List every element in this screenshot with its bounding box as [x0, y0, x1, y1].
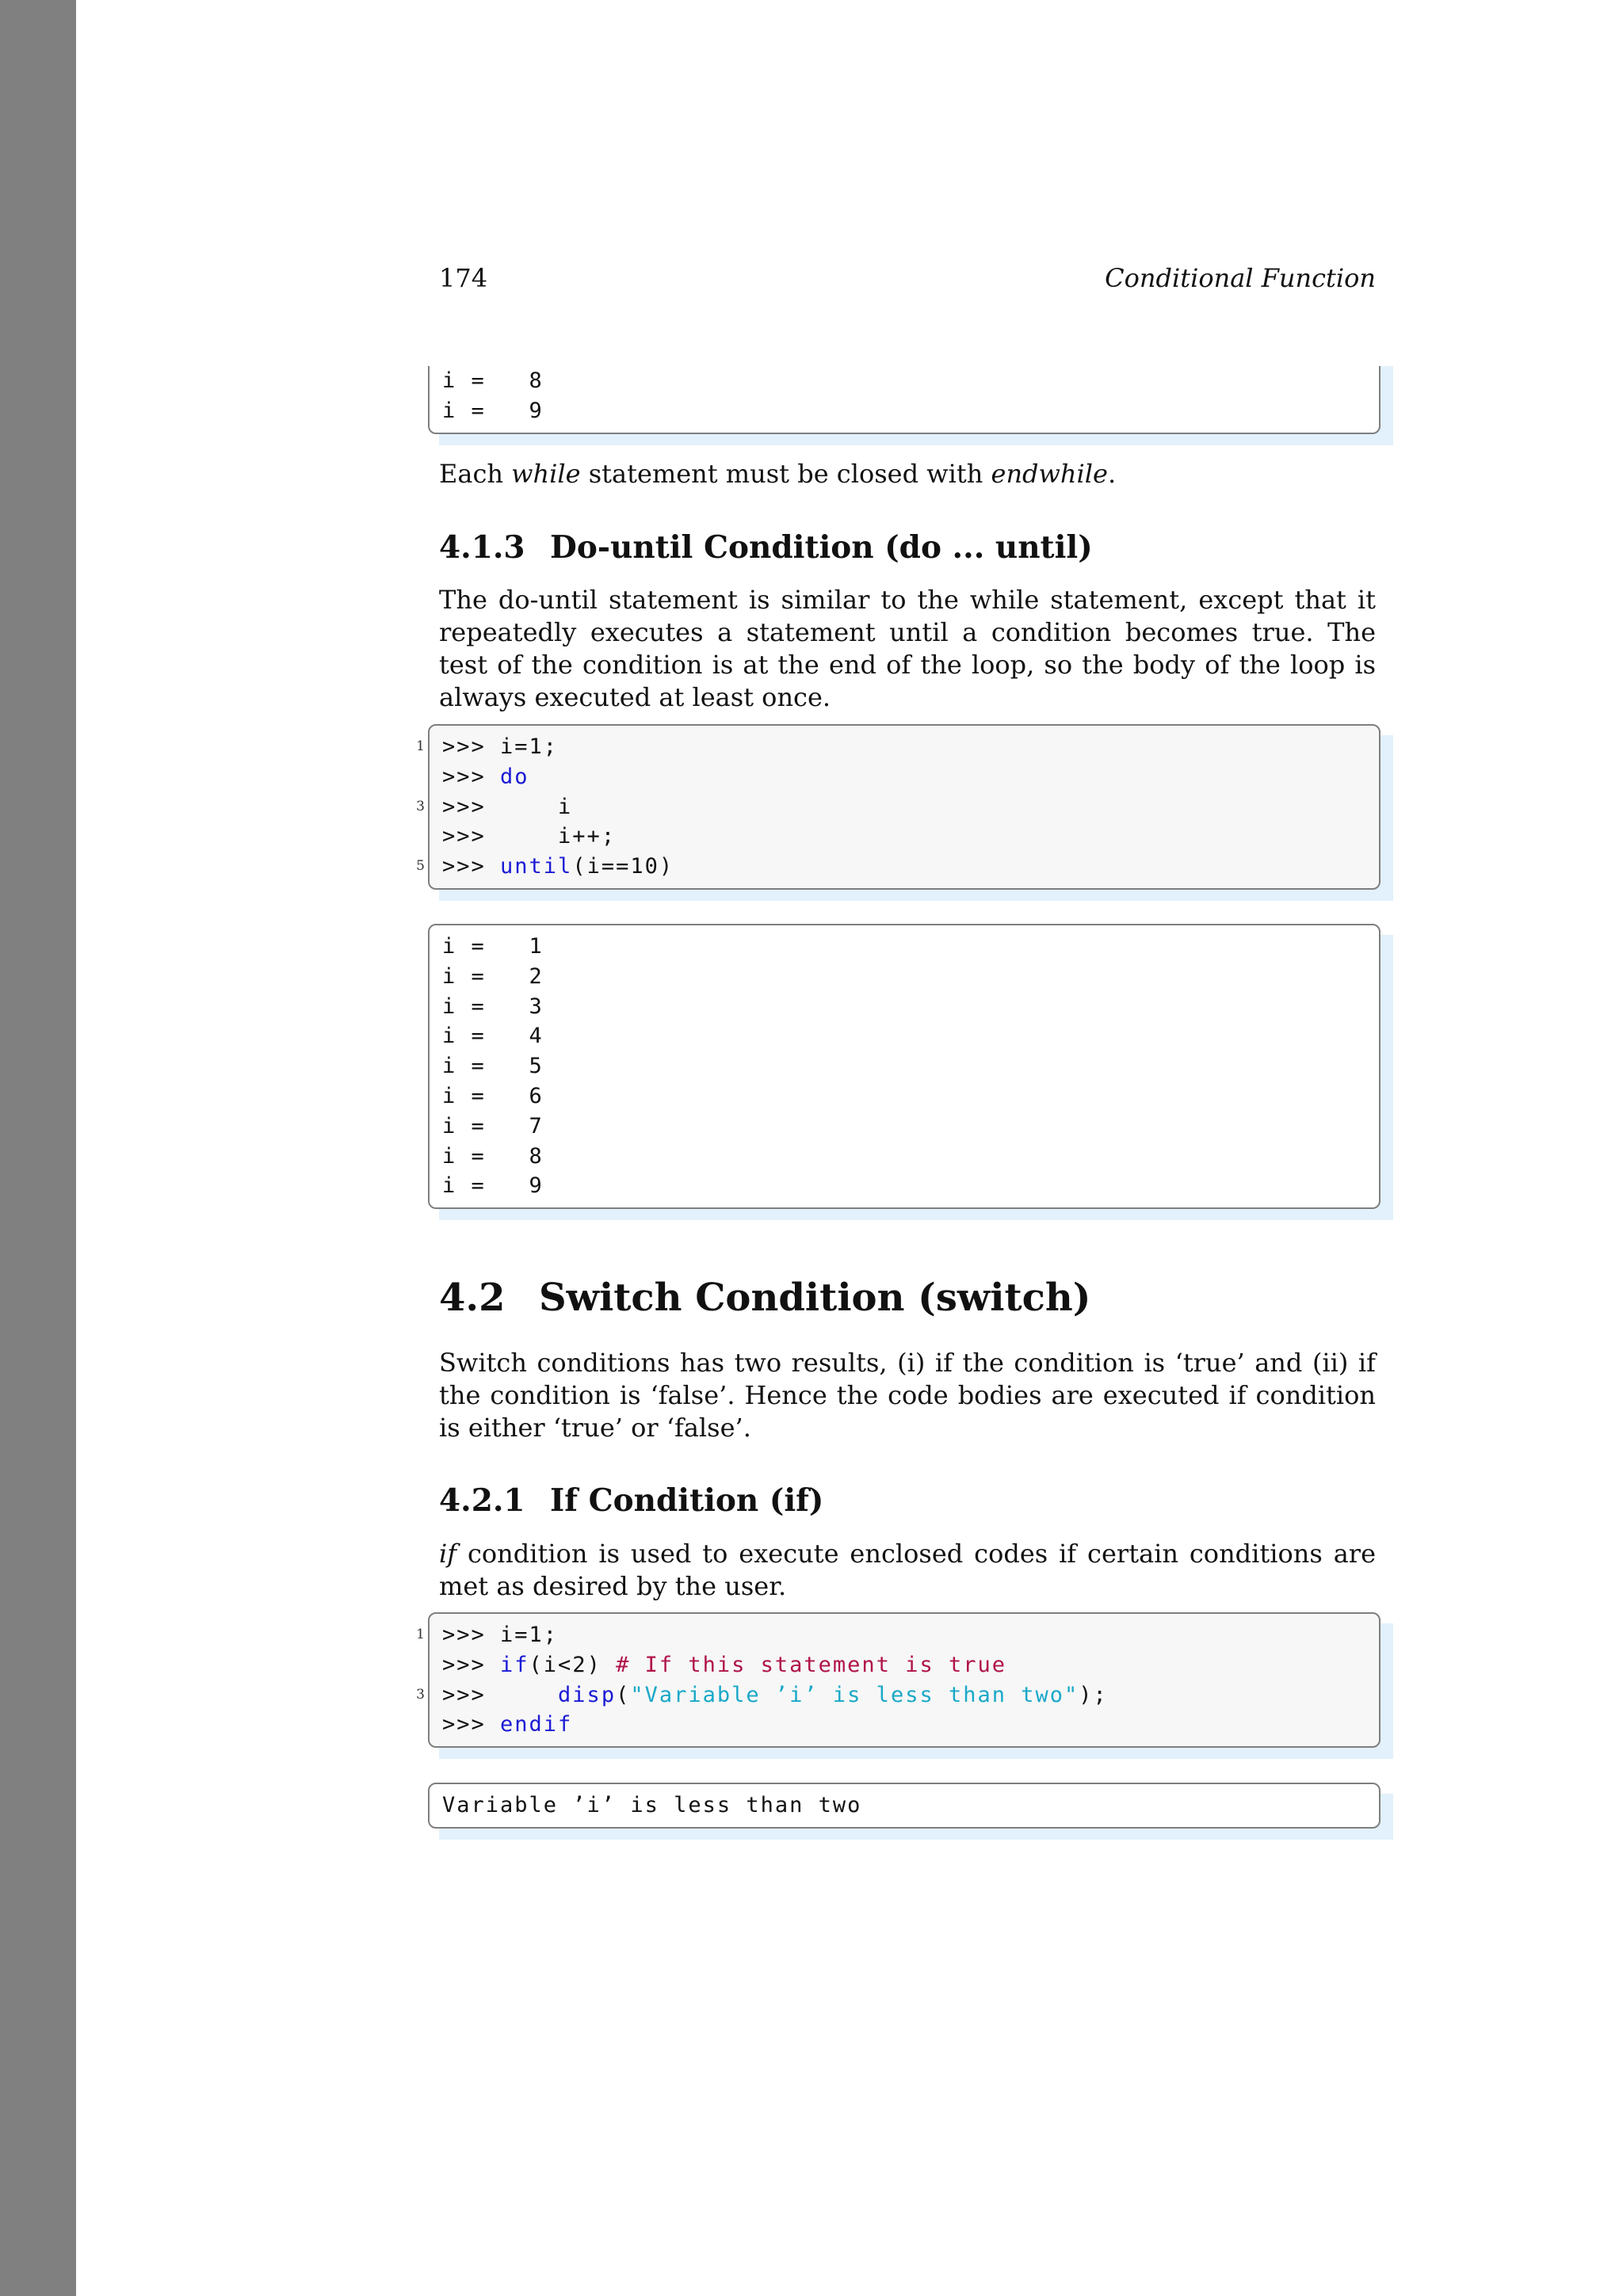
- output-line: i = 5: [442, 1054, 544, 1079]
- chapter-title: Conditional Function: [1105, 263, 1376, 293]
- code-block-if: [416, 1612, 1381, 1748]
- paragraph-endwhile: Each while statement must be closed with endwhile.: [439, 459, 1117, 489]
- line-number: 5: [416, 858, 425, 875]
- code-line: 3 >>> i: [442, 792, 1379, 822]
- output-line: Variable ’i’ is less than two: [442, 1793, 862, 1817]
- line-number: 3: [416, 1686, 425, 1703]
- paragraph-do-until: The do-until statement is similar to the while statement, except that it repeatedly executes a statement until a condition becomes true. The test of the condition is at the end of the loop, so the body of the loop is always executed at least once.: [439, 585, 1376, 712]
- output-box-if: [428, 1783, 1381, 1829]
- section-heading-4-2: 4.2 Switch Condition (switch): [439, 1276, 1091, 1320]
- output-line: i = 9: [442, 1173, 544, 1199]
- output-box-do-until: [428, 924, 1381, 1209]
- code-line: >>> i++;: [442, 824, 617, 849]
- paragraph-if: if condition is used to execute enclosed codes if certain conditions are met as desired by the user.: [439, 1539, 1376, 1601]
- code-comment: # If this statement is true: [616, 1652, 1006, 1677]
- output-line: i = 9: [442, 398, 544, 423]
- code-line: 1 >>> i=1;: [442, 732, 1379, 762]
- output-line: i = 2: [442, 963, 544, 989]
- output-line: i = 1: [442, 934, 544, 959]
- page-number: 174: [439, 263, 488, 293]
- paragraph-switch: Switch conditions has two results, (i) if the condition is ‘true’ and (ii) if the condition is ‘false’. Hence the code bodies are executed if condition is either ‘true’ or ‘false’.: [439, 1348, 1376, 1443]
- output-line: i = 8: [442, 368, 544, 393]
- code-line: >>> if(i<2) # If this statement is true: [442, 1652, 1006, 1677]
- output-line: i = 6: [442, 1083, 544, 1108]
- code-line: >>> do: [442, 764, 529, 789]
- output-line: i = 4: [442, 1024, 544, 1049]
- code-block-do-until: [416, 724, 1381, 890]
- code-string: "Variable ’i’ is less than two": [630, 1682, 1079, 1707]
- line-number: 1: [416, 738, 425, 754]
- output-box-continued: [428, 366, 1381, 434]
- section-heading-4-1-3: 4.1.3 Do-until Condition (do ... until): [439, 529, 1093, 566]
- page-margin-bar: [0, 0, 76, 2296]
- output-line: i = 7: [442, 1113, 544, 1138]
- output-line: i = 3: [442, 994, 544, 1019]
- code-line: 5 >>> until(i==10): [442, 852, 1379, 882]
- code-line: 1 >>> i=1;: [442, 1620, 1379, 1650]
- output-line: i = 8: [442, 1143, 544, 1169]
- code-line: 3 >>> disp("Variable ’i’ is less than two");: [442, 1680, 1379, 1711]
- line-number: 1: [416, 1627, 425, 1642]
- line-number: 3: [416, 798, 425, 814]
- running-head: [439, 263, 1376, 301]
- code-line: >>> endif: [442, 1712, 573, 1737]
- section-heading-4-2-1: 4.2.1 If Condition (if): [439, 1482, 824, 1519]
